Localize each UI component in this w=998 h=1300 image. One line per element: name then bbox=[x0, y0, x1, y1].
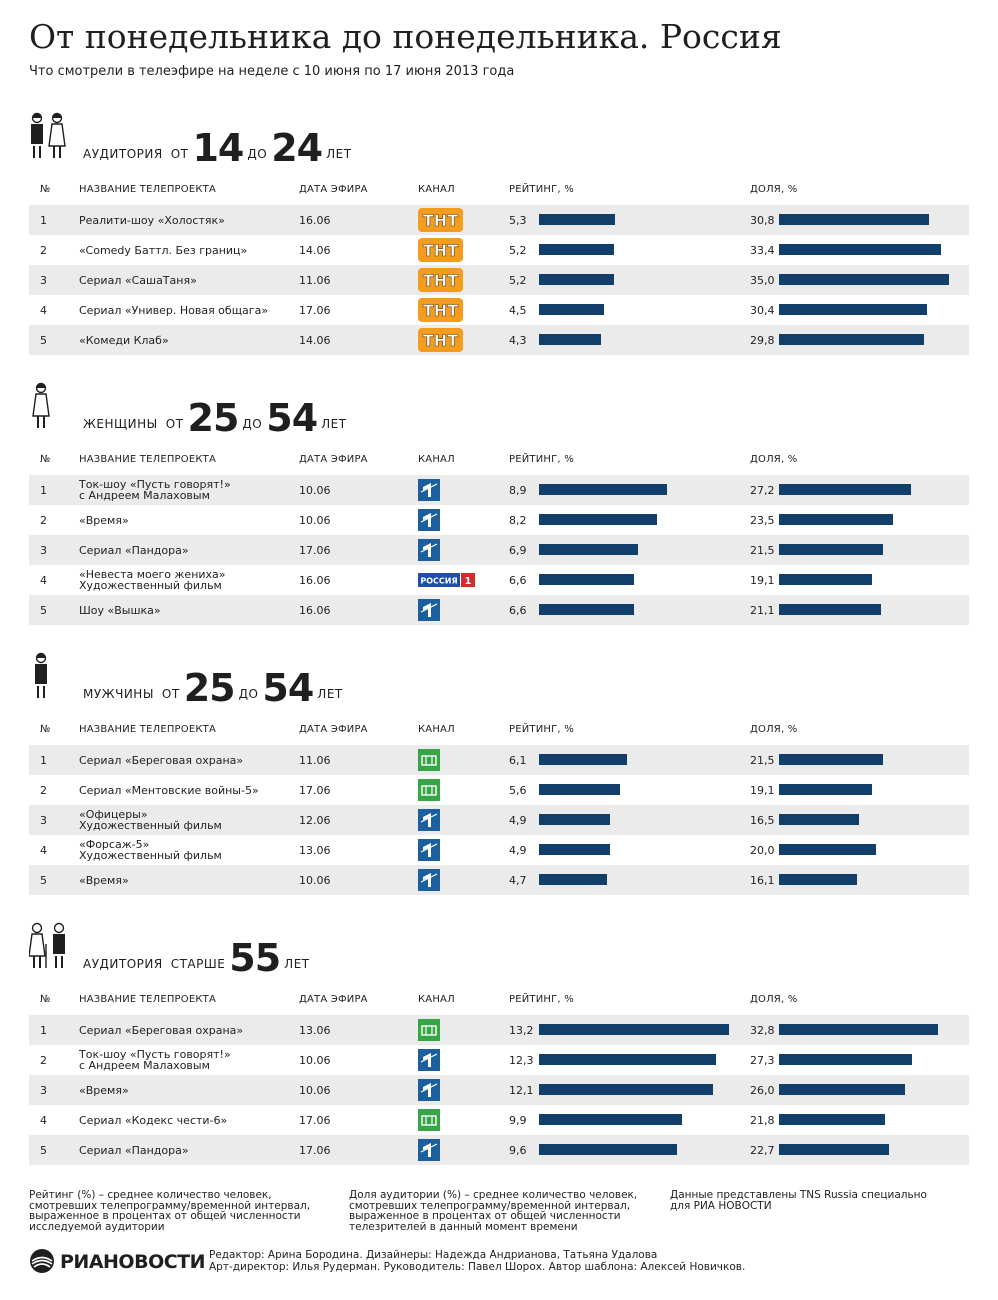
label-years-word: ЛЕТ bbox=[321, 417, 347, 431]
table-row bbox=[29, 745, 969, 775]
share-bar bbox=[779, 1054, 912, 1065]
rating-value: 4,9 bbox=[509, 813, 527, 827]
label-from-word: ОТ bbox=[170, 147, 189, 161]
ria-globe-icon bbox=[29, 1248, 55, 1274]
label-age-from: 25 bbox=[183, 666, 235, 710]
tnt-logo bbox=[418, 207, 463, 233]
ntv-logo bbox=[418, 779, 440, 801]
share-value: 16,5 bbox=[750, 813, 775, 827]
table-row bbox=[29, 565, 969, 595]
share-bar bbox=[779, 1114, 885, 1125]
table-row bbox=[29, 505, 969, 535]
column-header-name: НАЗВАНИЕ ТЕЛЕПРОЕКТА bbox=[79, 994, 217, 1005]
program-name: Сериал «Кодекс чести-6» bbox=[79, 1113, 228, 1127]
rating-bar bbox=[539, 844, 610, 855]
program-name: Сериал «Береговая охрана» bbox=[79, 1023, 244, 1037]
channel-one-logo bbox=[418, 599, 440, 621]
program-name: «Время» bbox=[79, 513, 129, 527]
channel-cell bbox=[418, 475, 478, 505]
rating-value: 13,2 bbox=[509, 1023, 534, 1037]
row-rank: 4 bbox=[40, 303, 47, 317]
share-value: 20,0 bbox=[750, 843, 775, 857]
table-row bbox=[29, 865, 969, 895]
channel-one-logo bbox=[418, 1079, 440, 1101]
share-value: 21,5 bbox=[750, 753, 775, 767]
ria-logo-text: РИАНОВОСТИ bbox=[60, 1251, 206, 1273]
row-rank: 3 bbox=[40, 1083, 47, 1097]
share-bar bbox=[779, 514, 893, 525]
rating-value: 4,9 bbox=[509, 843, 527, 857]
column-header-share: ДОЛЯ, % bbox=[750, 184, 798, 195]
ntv-logo bbox=[418, 749, 440, 771]
air-date: 16.06 bbox=[299, 213, 331, 227]
rating-value: 6,1 bbox=[509, 753, 527, 767]
rating-value: 8,2 bbox=[509, 513, 527, 527]
channel-cell bbox=[418, 595, 478, 625]
rating-value: 4,5 bbox=[509, 303, 527, 317]
channel-one-logo bbox=[418, 869, 440, 891]
label-age-from: 25 bbox=[187, 396, 239, 440]
table-row bbox=[29, 535, 969, 565]
audience-section bbox=[29, 920, 969, 1160]
audience-section bbox=[29, 380, 969, 620]
rating-bar bbox=[539, 1024, 729, 1035]
column-header-share: ДОЛЯ, % bbox=[750, 994, 798, 1005]
air-date: 17.06 bbox=[299, 1143, 331, 1157]
program-name: Сериал «Ментовские войны-5» bbox=[79, 783, 259, 797]
channel-one-logo bbox=[418, 479, 440, 501]
share-bar bbox=[779, 574, 872, 585]
ranking-table bbox=[29, 745, 969, 895]
channel-cell bbox=[418, 505, 478, 535]
air-date: 10.06 bbox=[299, 483, 331, 497]
share-value: 19,1 bbox=[750, 783, 775, 797]
share-value: 30,4 bbox=[750, 303, 775, 317]
footnote-rating-definition: Рейтинг (%) – среднее количество человек, смотревших телепрограмму/временной интервал, выраженное в процентах от общей численности исследуемой аудитории bbox=[29, 1189, 311, 1233]
rating-bar bbox=[539, 574, 634, 585]
footnote-source: Данные представлены TNS Russia специально для РИА НОВОСТИ bbox=[670, 1189, 927, 1212]
rating-value: 9,6 bbox=[509, 1143, 527, 1157]
label-from-word: ОТ bbox=[161, 687, 180, 701]
share-bar bbox=[779, 604, 881, 615]
column-header-date: ДАТА ЭФИРА bbox=[299, 724, 368, 735]
air-date: 11.06 bbox=[299, 273, 331, 287]
row-rank: 1 bbox=[40, 1023, 47, 1037]
label-from-word: СТАРШЕ bbox=[170, 957, 226, 971]
share-value: 21,8 bbox=[750, 1113, 775, 1127]
share-bar bbox=[779, 844, 876, 855]
ntv-logo bbox=[418, 1019, 440, 1041]
row-rank: 1 bbox=[40, 213, 47, 227]
table-row bbox=[29, 325, 969, 355]
channel-cell bbox=[418, 535, 478, 565]
svg-text:ТНТ: ТНТ bbox=[422, 211, 459, 230]
share-bar bbox=[779, 814, 859, 825]
row-rank: 4 bbox=[40, 843, 47, 857]
row-rank: 1 bbox=[40, 483, 47, 497]
channel-cell bbox=[418, 295, 478, 325]
channel-cell bbox=[418, 1105, 478, 1135]
program-name: «Comedy Баттл. Без границ» bbox=[79, 243, 248, 257]
section-header bbox=[29, 380, 969, 450]
share-bar bbox=[779, 334, 924, 345]
rating-value: 5,6 bbox=[509, 783, 527, 797]
rating-bar bbox=[539, 274, 614, 285]
column-header-channel: КАНАЛ bbox=[418, 994, 455, 1005]
russia-1-logo bbox=[418, 571, 476, 589]
column-header-name: НАЗВАНИЕ ТЕЛЕПРОЕКТА bbox=[79, 454, 217, 465]
channel-cell bbox=[418, 235, 478, 265]
share-bar bbox=[779, 304, 927, 315]
rating-bar bbox=[539, 1054, 716, 1065]
column-header-channel: КАНАЛ bbox=[418, 724, 455, 735]
share-value: 23,5 bbox=[750, 513, 775, 527]
rating-bar bbox=[539, 484, 667, 495]
air-date: 12.06 bbox=[299, 813, 331, 827]
program-name: «Время» bbox=[79, 1083, 129, 1097]
column-header-rating: РЕЙТИНГ, % bbox=[509, 184, 574, 195]
air-date: 14.06 bbox=[299, 333, 331, 347]
rating-bar bbox=[539, 244, 614, 255]
table-row bbox=[29, 1075, 969, 1105]
column-header-name: НАЗВАНИЕ ТЕЛЕПРОЕКТА bbox=[79, 724, 217, 735]
rating-bar bbox=[539, 874, 607, 885]
channel-cell bbox=[418, 1015, 478, 1045]
column-header-num: № bbox=[40, 994, 51, 1005]
air-date: 16.06 bbox=[299, 573, 331, 587]
row-rank: 4 bbox=[40, 573, 47, 587]
rating-value: 5,3 bbox=[509, 213, 527, 227]
svg-text:ТНТ: ТНТ bbox=[422, 241, 459, 260]
column-header-rating: РЕЙТИНГ, % bbox=[509, 724, 574, 735]
label-age-to: 24 bbox=[271, 126, 323, 170]
share-value: 19,1 bbox=[750, 573, 775, 587]
share-bar bbox=[779, 874, 857, 885]
channel-cell bbox=[418, 205, 478, 235]
rating-value: 6,6 bbox=[509, 603, 527, 617]
label-age-to: 54 bbox=[262, 666, 314, 710]
channel-one-logo bbox=[418, 839, 440, 861]
share-value: 21,5 bbox=[750, 543, 775, 557]
share-bar bbox=[779, 544, 883, 555]
rating-bar bbox=[539, 784, 620, 795]
footnote-share-definition: Доля аудитории (%) – среднее количество человек, смотревших телепрограмму/временной интервал, выраженное в процентах от общей численности телезрителей в данный момент времени bbox=[349, 1189, 638, 1233]
column-header-channel: КАНАЛ bbox=[418, 184, 455, 195]
svg-text:ТНТ: ТНТ bbox=[422, 271, 459, 290]
rating-value: 5,2 bbox=[509, 273, 527, 287]
rating-bar bbox=[539, 1144, 677, 1155]
label-age-from: 14 bbox=[192, 126, 244, 170]
share-bar bbox=[779, 784, 872, 795]
section-label bbox=[79, 396, 351, 440]
column-header-name: НАЗВАНИЕ ТЕЛЕПРОЕКТА bbox=[79, 184, 217, 195]
rating-bar bbox=[539, 514, 657, 525]
label-years-word: ЛЕТ bbox=[326, 147, 352, 161]
share-value: 35,0 bbox=[750, 273, 775, 287]
section-label bbox=[79, 126, 356, 170]
table-row bbox=[29, 835, 969, 865]
row-rank: 1 bbox=[40, 753, 47, 767]
row-rank: 5 bbox=[40, 873, 47, 887]
rating-bar bbox=[539, 754, 627, 765]
air-date: 10.06 bbox=[299, 873, 331, 887]
table-row bbox=[29, 775, 969, 805]
page-subtitle: Что смотрели в телеэфире на неделе с 10 июня по 17 июня 2013 года bbox=[29, 64, 515, 79]
program-name: «Форсаж-5» Художественный фильм bbox=[79, 838, 222, 862]
column-header-share: ДОЛЯ, % bbox=[750, 454, 798, 465]
section-label bbox=[79, 666, 347, 710]
section-header bbox=[29, 650, 969, 720]
section-label bbox=[79, 936, 314, 980]
label-audience-word: АУДИТОРИЯ bbox=[83, 957, 163, 971]
rating-value: 4,7 bbox=[509, 873, 527, 887]
rating-value: 12,3 bbox=[509, 1053, 534, 1067]
share-value: 27,2 bbox=[750, 483, 775, 497]
svg-text:ТНТ: ТНТ bbox=[422, 331, 459, 350]
label-years-word: ЛЕТ bbox=[317, 687, 343, 701]
channel-cell bbox=[418, 265, 478, 295]
column-header-rating: РЕЙТИНГ, % bbox=[509, 994, 574, 1005]
rating-bar bbox=[539, 214, 615, 225]
air-date: 17.06 bbox=[299, 543, 331, 557]
share-bar bbox=[779, 1024, 938, 1035]
row-rank: 4 bbox=[40, 1113, 47, 1127]
tnt-logo bbox=[418, 297, 463, 323]
rating-bar bbox=[539, 304, 604, 315]
ntv-logo bbox=[418, 1109, 440, 1131]
channel-one-logo bbox=[418, 1049, 440, 1071]
column-header-share: ДОЛЯ, % bbox=[750, 724, 798, 735]
channel-cell bbox=[418, 325, 478, 355]
rating-bar bbox=[539, 1084, 713, 1095]
rating-bar bbox=[539, 544, 638, 555]
rating-value: 9,9 bbox=[509, 1113, 527, 1127]
column-header-num: № bbox=[40, 454, 51, 465]
air-date: 17.06 bbox=[299, 303, 331, 317]
label-age-to: 54 bbox=[266, 396, 318, 440]
rating-bar bbox=[539, 1114, 682, 1125]
table-row bbox=[29, 235, 969, 265]
table-row bbox=[29, 475, 969, 505]
channel-cell bbox=[418, 1045, 478, 1075]
table-row bbox=[29, 265, 969, 295]
program-name: Сериал «Универ. Новая общага» bbox=[79, 303, 269, 317]
table-row bbox=[29, 295, 969, 325]
share-bar bbox=[779, 484, 911, 495]
label-age-from: 55 bbox=[229, 936, 281, 980]
channel-cell bbox=[418, 745, 478, 775]
air-date: 17.06 bbox=[299, 783, 331, 797]
channel-cell bbox=[418, 1135, 478, 1165]
program-name: «Комеди Клаб» bbox=[79, 333, 169, 347]
channel-cell bbox=[418, 865, 478, 895]
share-value: 33,4 bbox=[750, 243, 775, 257]
row-rank: 5 bbox=[40, 333, 47, 347]
program-name: «Время» bbox=[79, 873, 129, 887]
share-bar bbox=[779, 214, 929, 225]
row-rank: 5 bbox=[40, 1143, 47, 1157]
label-audience-word: АУДИТОРИЯ bbox=[83, 147, 163, 161]
channel-cell bbox=[418, 775, 478, 805]
air-date: 13.06 bbox=[299, 843, 331, 857]
share-value: 21,1 bbox=[750, 603, 775, 617]
air-date: 16.06 bbox=[299, 603, 331, 617]
share-bar bbox=[779, 1144, 889, 1155]
label-to-word: ДО bbox=[242, 417, 263, 431]
program-name: Реалити-шоу «Холостяк» bbox=[79, 213, 225, 227]
air-date: 10.06 bbox=[299, 1083, 331, 1097]
share-bar bbox=[779, 1084, 905, 1095]
ranking-table bbox=[29, 1015, 969, 1165]
row-rank: 3 bbox=[40, 273, 47, 287]
program-name: Сериал «Пандора» bbox=[79, 543, 189, 557]
channel-cell bbox=[418, 805, 478, 835]
table-row bbox=[29, 205, 969, 235]
svg-text:1: 1 bbox=[464, 576, 472, 587]
svg-text:РОССИЯ: РОССИЯ bbox=[420, 576, 458, 586]
channel-one-logo bbox=[418, 809, 440, 831]
label-years-word: ЛЕТ bbox=[284, 957, 310, 971]
rating-value: 4,3 bbox=[509, 333, 527, 347]
air-date: 14.06 bbox=[299, 243, 331, 257]
column-header-num: № bbox=[40, 724, 51, 735]
column-header-date: ДАТА ЭФИРА bbox=[299, 454, 368, 465]
channel-cell bbox=[418, 565, 478, 595]
ranking-table bbox=[29, 205, 969, 355]
share-value: 26,0 bbox=[750, 1083, 775, 1097]
program-name: Сериал «Береговая охрана» bbox=[79, 753, 244, 767]
tnt-logo bbox=[418, 267, 463, 293]
credits: Редактор: Арина Бородина. Дизайнеры: Надежда Андрианова, Татьяна Удалова Арт-директор: Илья Рудерман. Руководитель: Павел Шорох. Автор шаблона: Алексей Новичков. bbox=[209, 1249, 746, 1273]
section-header bbox=[29, 110, 969, 180]
row-rank: 5 bbox=[40, 603, 47, 617]
share-bar bbox=[779, 244, 941, 255]
share-bar bbox=[779, 274, 949, 285]
program-name: Ток-шоу «Пусть говорят!» с Андреем Малаховым bbox=[79, 1048, 231, 1072]
share-value: 32,8 bbox=[750, 1023, 775, 1037]
row-rank: 2 bbox=[40, 243, 47, 257]
program-name: Шоу «Вышка» bbox=[79, 603, 161, 617]
rating-bar bbox=[539, 814, 610, 825]
program-name: Сериал «СашаТаня» bbox=[79, 273, 197, 287]
table-row bbox=[29, 805, 969, 835]
audience-section bbox=[29, 650, 969, 890]
rating-value: 6,9 bbox=[509, 543, 527, 557]
table-row bbox=[29, 1105, 969, 1135]
label-from-word: ОТ bbox=[165, 417, 184, 431]
tnt-logo bbox=[418, 237, 463, 263]
rating-value: 12,1 bbox=[509, 1083, 534, 1097]
share-value: 29,8 bbox=[750, 333, 775, 347]
label-to-word: ДО bbox=[238, 687, 259, 701]
rating-value: 8,9 bbox=[509, 483, 527, 497]
share-value: 30,8 bbox=[750, 213, 775, 227]
air-date: 17.06 bbox=[299, 1113, 331, 1127]
label-audience-word: ЖЕНЩИНЫ bbox=[83, 417, 158, 431]
program-name: «Невеста моего жениха» Художественный фильм bbox=[79, 568, 226, 592]
table-row bbox=[29, 595, 969, 625]
table-row bbox=[29, 1015, 969, 1045]
tnt-logo bbox=[418, 327, 463, 353]
audience-section bbox=[29, 110, 969, 350]
row-rank: 2 bbox=[40, 783, 47, 797]
row-rank: 2 bbox=[40, 513, 47, 527]
channel-one-logo bbox=[418, 539, 440, 561]
program-name: Ток-шоу «Пусть говорят!» с Андреем Малаховым bbox=[79, 478, 231, 502]
ranking-table bbox=[29, 475, 969, 625]
share-value: 22,7 bbox=[750, 1143, 775, 1157]
rating-value: 6,6 bbox=[509, 573, 527, 587]
channel-one-logo bbox=[418, 509, 440, 531]
share-bar bbox=[779, 754, 883, 765]
column-header-date: ДАТА ЭФИРА bbox=[299, 184, 368, 195]
column-header-rating: РЕЙТИНГ, % bbox=[509, 454, 574, 465]
channel-cell bbox=[418, 1075, 478, 1105]
rating-bar bbox=[539, 604, 634, 615]
air-date: 13.06 bbox=[299, 1023, 331, 1037]
column-header-date: ДАТА ЭФИРА bbox=[299, 994, 368, 1005]
table-row bbox=[29, 1045, 969, 1075]
column-header-channel: КАНАЛ bbox=[418, 454, 455, 465]
table-row bbox=[29, 1135, 969, 1165]
row-rank: 3 bbox=[40, 813, 47, 827]
section-header bbox=[29, 920, 969, 990]
row-rank: 2 bbox=[40, 1053, 47, 1067]
rating-value: 5,2 bbox=[509, 243, 527, 257]
program-name: «Офицеры» Художественный фильм bbox=[79, 808, 222, 832]
rating-bar bbox=[539, 334, 601, 345]
channel-one-logo bbox=[418, 1139, 440, 1161]
label-audience-word: МУЖЧИНЫ bbox=[83, 687, 154, 701]
channel-cell bbox=[418, 835, 478, 865]
program-name: Сериал «Пандора» bbox=[79, 1143, 189, 1157]
air-date: 10.06 bbox=[299, 513, 331, 527]
air-date: 11.06 bbox=[299, 753, 331, 767]
share-value: 27,3 bbox=[750, 1053, 775, 1067]
svg-text:ТНТ: ТНТ bbox=[422, 301, 459, 320]
share-value: 16,1 bbox=[750, 873, 775, 887]
row-rank: 3 bbox=[40, 543, 47, 557]
ria-novosti-logo bbox=[29, 1248, 206, 1274]
page-title: От понедельника до понедельника. Россия bbox=[29, 17, 782, 56]
label-to-word: ДО bbox=[247, 147, 268, 161]
column-header-num: № bbox=[40, 184, 51, 195]
air-date: 10.06 bbox=[299, 1053, 331, 1067]
